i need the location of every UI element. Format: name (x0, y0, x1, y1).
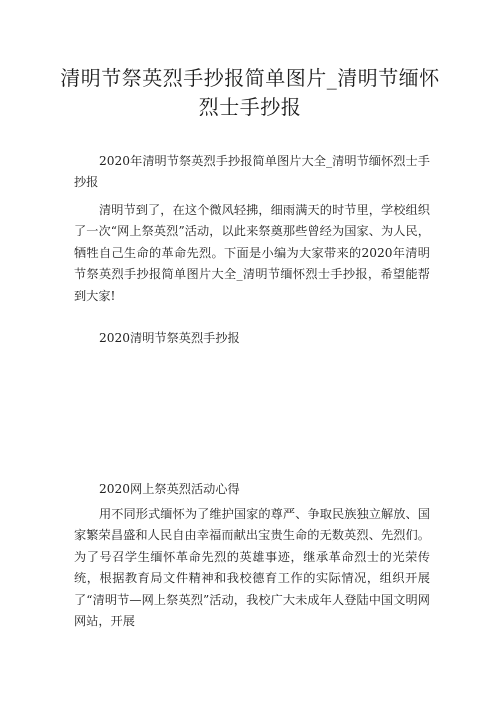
body-paragraph-1: 清明节到了，在这个微风轻拂，细雨满天的时节里，学校组织了一次“网上祭英烈”活动，以此来祭奠那些曾经为国家、为人民，牺牲自己生命的革命先烈。下面是小编为大家带来的2020年清明节祭英烈手抄报简单图片大全_清明节缅怀烈士手抄报，希望能帮到大家! (74, 203, 430, 303)
intro-paragraph: 2020年清明节祭英烈手抄报简单图片大全_清明节缅怀烈士手抄报 (74, 154, 430, 190)
document-title: 清明节祭英烈手抄报简单图片_清明节缅怀烈士手抄报 (60, 66, 440, 119)
body-paragraph-2: 用不同形式缅怀为了维护国家的尊严、争取民族独立解放、国家繁荣昌盛和人民自由幸福而献出宝贵生命的无数英烈、先烈们。为了号召学生缅怀革命先烈的英雄事迹，继承革命烈士的光荣传统，根据教育局文件精神和我校德育工作的实际情况，组织开展了“清明节—网上祭英烈”活动，我校广大未成年人登陆中国文明网网站，开展 (74, 507, 430, 629)
section-heading-handwritten-posters: 2020清明节祭英烈手抄报 (99, 331, 240, 345)
section-heading-activity-reflection: 2020网上祭英烈活动心得 (99, 482, 240, 496)
blank-image-area (74, 356, 430, 468)
